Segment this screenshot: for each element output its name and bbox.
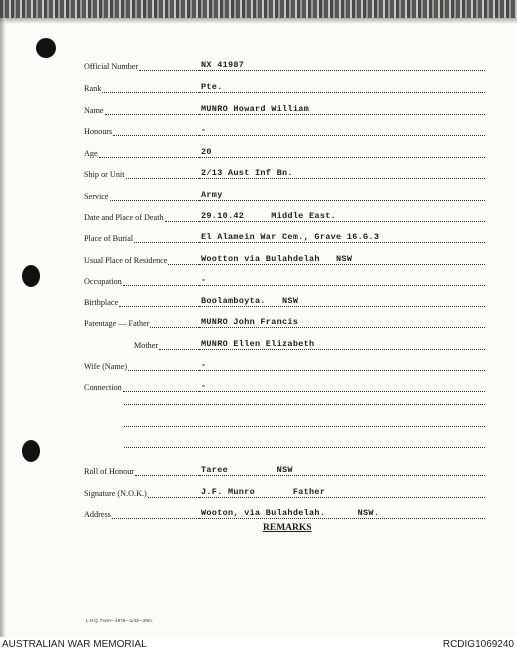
- field-label: Ship or Unit: [84, 170, 125, 179]
- field-value: Army: [201, 190, 223, 200]
- punch-hole-3: [22, 440, 40, 462]
- leader-dots: [128, 370, 199, 371]
- form-row: [0, 357, 517, 373]
- form-row: [0, 208, 517, 224]
- field-label: Rank: [84, 84, 102, 93]
- answer-line: [199, 135, 485, 136]
- answer-line: [199, 306, 485, 307]
- answer-line: [199, 221, 485, 222]
- field-label: Birthplace: [84, 298, 119, 307]
- field-value: 29.10.42 Middle East.: [201, 211, 337, 221]
- form-row: [0, 101, 517, 117]
- answer-line: [199, 497, 485, 498]
- form-row: [0, 293, 517, 309]
- leader-dots: [110, 200, 199, 201]
- answer-line: [199, 200, 485, 201]
- field-label: Signature (N.O.K.): [84, 489, 147, 498]
- punch-hole-1: [36, 38, 56, 58]
- form-row: [0, 336, 517, 352]
- field-value: 20: [201, 147, 212, 157]
- leader-dots: [119, 306, 199, 307]
- field-value: Pte.: [201, 82, 223, 92]
- answer-line: [199, 518, 485, 519]
- leader-dots: [165, 221, 199, 222]
- field-value: -: [201, 275, 207, 285]
- field-label: Age: [84, 149, 98, 158]
- answer-line: [199, 475, 485, 476]
- answer-line: [199, 70, 485, 71]
- field-value: Wooton, via Bulahdelah. NSW.: [201, 508, 380, 518]
- field-value: 2/13 Aust Inf Bn.: [201, 168, 293, 178]
- leader-dots: [102, 92, 199, 93]
- form-row: [0, 122, 517, 138]
- scan-shadow-top: [0, 18, 517, 24]
- form-row: [0, 378, 517, 394]
- answer-line: [199, 242, 485, 243]
- form-row: [0, 79, 517, 95]
- field-value: -: [201, 360, 207, 370]
- field-label: Mother: [134, 341, 159, 350]
- leader-dots: [113, 135, 199, 136]
- footer-id: RCDIG1069240: [442, 639, 514, 650]
- connection-line-4: [124, 447, 485, 448]
- field-label: Service: [84, 192, 109, 201]
- connection-line-2: [124, 404, 485, 405]
- leader-dots: [123, 391, 199, 392]
- field-value: NX 41987: [201, 60, 245, 70]
- footer-source: AUSTRALIAN WAR MEMORIAL: [2, 639, 147, 650]
- answer-line: [199, 92, 485, 93]
- answer-line: [199, 264, 485, 265]
- field-label: Parentage — Father: [84, 319, 150, 328]
- leader-dots: [159, 349, 199, 350]
- connection-line-3: [124, 426, 485, 427]
- form-row: [0, 57, 517, 73]
- answer-line: [199, 178, 485, 179]
- field-label: Honours: [84, 127, 113, 136]
- field-label: Official Number: [84, 62, 139, 71]
- field-label: Wife (Name): [84, 362, 128, 371]
- leader-dots: [105, 114, 199, 115]
- form-row: [0, 251, 517, 267]
- answer-line: [199, 285, 485, 286]
- leader-dots: [99, 157, 199, 158]
- form-row: [0, 144, 517, 160]
- field-label: Place of Burial: [84, 234, 134, 243]
- field-value: MUNRO Howard William: [201, 104, 310, 114]
- form-row: [0, 484, 517, 500]
- form-row: [0, 462, 517, 478]
- field-value: Taree NSW: [201, 465, 293, 475]
- leader-dots: [150, 327, 199, 328]
- leader-dots: [139, 70, 199, 71]
- form-row: [0, 314, 517, 330]
- form-row: [0, 505, 517, 521]
- field-value: -: [201, 381, 207, 391]
- answer-line: [199, 114, 485, 115]
- field-value: J.F. Munro Father: [201, 487, 326, 497]
- field-label: Roll of Honour: [84, 467, 135, 476]
- field-label: Name: [84, 106, 104, 115]
- form-row: [0, 272, 517, 288]
- field-label: Connection: [84, 383, 122, 392]
- remarks-heading: REMARKS: [263, 523, 312, 533]
- field-value: MUNRO John Francis: [201, 317, 299, 327]
- leader-dots: [168, 264, 199, 265]
- leader-dots: [134, 242, 199, 243]
- answer-line: [199, 370, 485, 371]
- scan-edge-top: [0, 0, 517, 18]
- form-row: [0, 229, 517, 245]
- leader-dots: [123, 285, 199, 286]
- answer-line: [199, 157, 485, 158]
- field-value: Boolamboyta. NSW: [201, 296, 299, 306]
- field-value: -: [201, 125, 207, 135]
- leader-dots: [112, 518, 199, 519]
- field-value: El Alamein War Cem., Grave 16.G.3: [201, 232, 380, 242]
- leader-dots: [148, 497, 199, 498]
- answer-line: [199, 349, 485, 350]
- field-value: Wootton via Bulahdelah NSW: [201, 254, 353, 264]
- form-row: [0, 165, 517, 181]
- field-label: Date and Place of Death: [84, 213, 164, 222]
- field-label: Occupation: [84, 277, 122, 286]
- field-label: Address: [84, 510, 111, 519]
- leader-dots: [126, 178, 199, 179]
- field-label: Usual Place of Residence: [84, 256, 168, 265]
- form-row: [0, 187, 517, 203]
- answer-line: [199, 391, 485, 392]
- field-value: MUNRO Ellen Elizabeth: [201, 339, 315, 349]
- form-number: L.H.Q. Form—1976—1/43—20m.: [86, 618, 154, 623]
- leader-dots: [135, 475, 199, 476]
- answer-line: [199, 327, 485, 328]
